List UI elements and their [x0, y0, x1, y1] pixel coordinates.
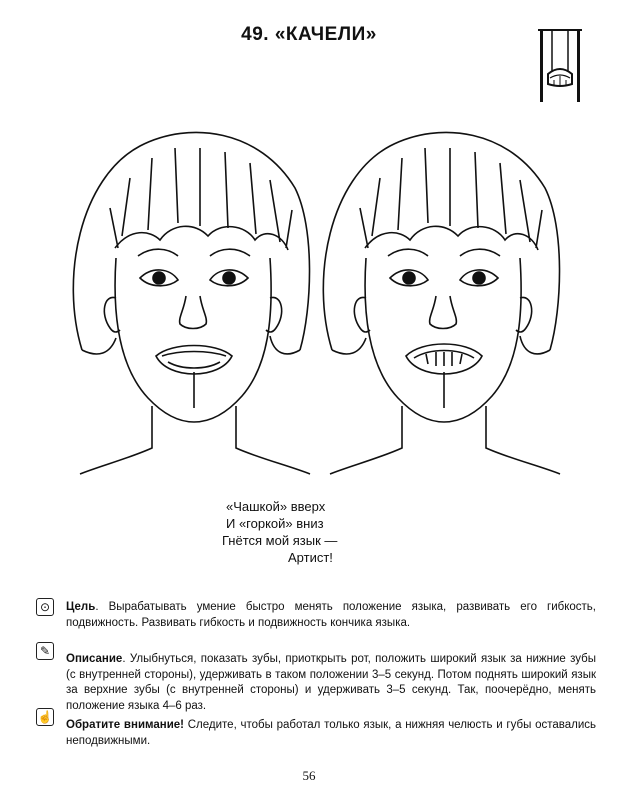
- goal-section: [66, 600, 596, 631]
- description-text: . Улыбнуться, показать зубы, приоткрыть рот, положить широкий язык за нижние зубы (с внутренней стороны), удерживать в таком положении 3–5 секунд. Потом поднять широкий язык за верхние зубы (с внутренней стороны) и удерживать 3–5 секунд. Так, поочерёдно, менять положение языка 4–6 раз.: [66, 653, 596, 712]
- right-face-tongue-up: [323, 132, 560, 474]
- poem-line: Артист!: [288, 550, 333, 565]
- description-section: [66, 652, 596, 714]
- poem-line: Гнётся мой язык —: [222, 533, 338, 548]
- swing-icon: [536, 28, 584, 104]
- faces-illustration: [60, 118, 570, 478]
- attention-label: Обратите внимание!: [66, 719, 185, 731]
- poem-line: И «горкой» вниз: [226, 516, 324, 531]
- description-label: Описание: [66, 653, 123, 665]
- attention-section: [66, 718, 596, 749]
- goal-label: Цель: [66, 601, 96, 613]
- pointing-hand-icon: ☝: [37, 710, 53, 724]
- poem-line: «Чашкой» вверх: [226, 499, 326, 514]
- target-icon: ⊙: [36, 598, 54, 616]
- page-number: 56: [302, 768, 316, 783]
- left-face-tongue-down: [73, 132, 310, 474]
- pen-icon: ✎: [36, 642, 54, 660]
- goal-text: . Вырабатывать умение быстро менять положение языка, развивать его гибкость, подвижность. Развивать гибкость и подвижность кончика языка.: [66, 601, 596, 629]
- attention-text: Следите, чтобы работал только язык, а нижняя челюсть и губы оставались неподвижными.: [66, 719, 596, 747]
- exercise-title: 49. «КАЧЕЛИ»: [241, 24, 377, 45]
